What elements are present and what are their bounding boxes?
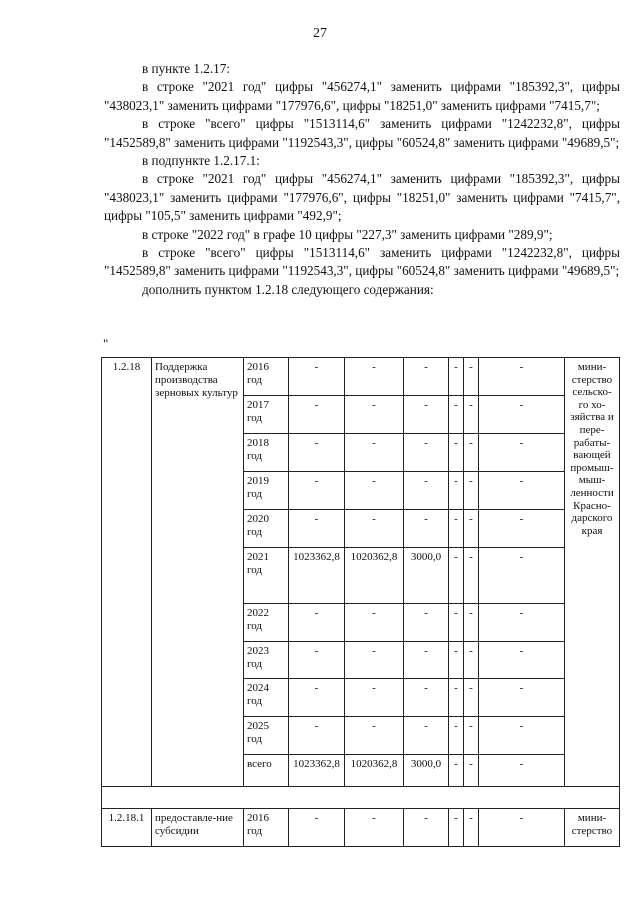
value-cell: - [404, 472, 449, 510]
value-cell: 1023362,8 [289, 548, 345, 604]
paragraph: в строке "2021 год" цифры "456274,1" заменить цифрами "185392,3", цифры "438023,1" заменить цифрами "177976,6", цифры "18251,0" заменить цифрами "7415,7", цифры "105,5" заменить цифрами "492,9"; [104, 171, 620, 224]
year-cell: 2024 год [244, 679, 289, 717]
value-cell: - [289, 604, 345, 642]
value-cell: - [479, 604, 565, 642]
value-cell: - [449, 604, 464, 642]
document-text [104, 60, 620, 299]
value-cell: - [464, 472, 479, 510]
value-cell: - [464, 510, 479, 548]
paragraph: в строке "2022 год" в графе 10 цифры "227,3" заменить цифрами "289,9"; [142, 226, 553, 242]
item-number: 1.2.18.1 [102, 809, 152, 847]
value-cell: - [449, 510, 464, 548]
year-cell: 2017 год [244, 396, 289, 434]
year-cell: 2023 год [244, 642, 289, 679]
value-cell: - [345, 642, 404, 679]
value-cell: - [479, 472, 565, 510]
value-cell: - [289, 472, 345, 510]
value-cell: - [479, 755, 565, 787]
year-cell: 2016 год [244, 358, 289, 396]
value-cell: - [289, 717, 345, 755]
item-title: предоставле-ние субсидии [152, 809, 244, 847]
page-number: 27 [313, 26, 327, 41]
value-cell: - [345, 809, 404, 847]
year-cell: 2018 год [244, 434, 289, 472]
value-cell: - [479, 809, 565, 847]
paragraph: в строке "всего" цифры "1513114,6" заменить цифрами "1242232,8", цифры "1452589,8" заменить цифрами "1192543,3", цифры "60524,8" заменить цифрами "49689,5"; [104, 245, 620, 279]
value-cell: - [449, 755, 464, 787]
program-table [101, 357, 620, 847]
value-cell: - [345, 434, 404, 472]
value-cell: - [345, 717, 404, 755]
paragraph: в строке "2021 год" цифры "456274,1" заменить цифрами "185392,3", цифры "438023,1" заменить цифрами "177976,6", цифры "18251,0" заменить цифрами "7415,7"; [104, 79, 620, 113]
value-cell: - [404, 717, 449, 755]
value-cell: - [479, 642, 565, 679]
value-cell: - [449, 809, 464, 847]
organization-cell: мини-стерство [565, 809, 620, 847]
paragraph: дополнить пунктом 1.2.18 следующего содержания: [142, 281, 434, 297]
value-cell: - [404, 679, 449, 717]
value-cell: - [464, 434, 479, 472]
value-cell: - [289, 642, 345, 679]
item-title: Поддержка производства зерновых культур [152, 358, 244, 787]
year-cell: 2022 год [244, 604, 289, 642]
value-cell: - [345, 396, 404, 434]
spacer-row [102, 787, 620, 809]
value-cell: - [404, 434, 449, 472]
value-cell: - [449, 642, 464, 679]
year-cell: всего [244, 755, 289, 787]
value-cell: - [479, 434, 565, 472]
item-1-2-18 [102, 358, 620, 787]
value-cell: - [464, 679, 479, 717]
value-cell: - [404, 510, 449, 548]
spacer-cell [102, 787, 620, 809]
value-cell: - [289, 434, 345, 472]
value-cell: - [345, 510, 404, 548]
value-cell: - [289, 510, 345, 548]
value-cell: - [404, 809, 449, 847]
value-cell: - [289, 679, 345, 717]
organization-cell: мини-стерство сельско-го хо-зяйства и пере-рабаты-вающей промыш-мыш-ленности Красно-дарского края [565, 358, 620, 787]
value-cell: - [464, 717, 479, 755]
value-cell: 1023362,8 [289, 755, 345, 787]
value-cell: - [464, 755, 479, 787]
year-cell: 2016 год [244, 809, 289, 847]
value-cell: - [479, 396, 565, 434]
value-cell: - [289, 358, 345, 396]
year-cell: 2021 год [244, 548, 289, 604]
value-cell: - [345, 358, 404, 396]
value-cell: - [404, 642, 449, 679]
value-cell: - [464, 358, 479, 396]
value-cell: 1020362,8 [345, 755, 404, 787]
opening-quote: " [103, 336, 109, 351]
table-row [102, 809, 620, 847]
value-cell: - [479, 717, 565, 755]
value-cell: - [404, 358, 449, 396]
value-cell: - [449, 717, 464, 755]
value-cell: - [449, 358, 464, 396]
value-cell: - [479, 510, 565, 548]
value-cell: - [464, 604, 479, 642]
value-cell: - [449, 548, 464, 604]
item-number: 1.2.18 [102, 358, 152, 787]
item-1-2-18-1 [102, 787, 620, 847]
value-cell: - [449, 679, 464, 717]
value-cell: - [289, 809, 345, 847]
paragraph: в строке "всего" цифры "1513114,6" заменить цифрами "1242232,8", цифры "1452589,8" заменить цифрами "1192543,3", цифры "60524,8" заменить цифрами "49689,5"; [104, 116, 620, 150]
value-cell: - [479, 548, 565, 604]
value-cell: 3000,0 [404, 548, 449, 604]
value-cell: 3000,0 [404, 755, 449, 787]
paragraph: в пункте 1.2.17: [142, 61, 231, 76]
value-cell: - [289, 396, 345, 434]
value-cell: - [345, 472, 404, 510]
value-cell: - [345, 679, 404, 717]
value-cell: - [449, 396, 464, 434]
year-cell: 2025 год [244, 717, 289, 755]
value-cell: 1020362,8 [345, 548, 404, 604]
value-cell: - [449, 472, 464, 510]
value-cell: - [479, 358, 565, 396]
value-cell: - [479, 679, 565, 717]
value-cell: - [404, 396, 449, 434]
value-cell: - [464, 809, 479, 847]
value-cell: - [404, 604, 449, 642]
table-row [102, 358, 620, 396]
year-cell: 2019 год [244, 472, 289, 510]
paragraph: в подпункте 1.2.17.1: [142, 153, 260, 169]
value-cell: - [464, 642, 479, 679]
value-cell: - [464, 396, 479, 434]
value-cell: - [345, 604, 404, 642]
value-cell: - [449, 434, 464, 472]
value-cell: - [464, 548, 479, 604]
year-cell: 2020 год [244, 510, 289, 548]
